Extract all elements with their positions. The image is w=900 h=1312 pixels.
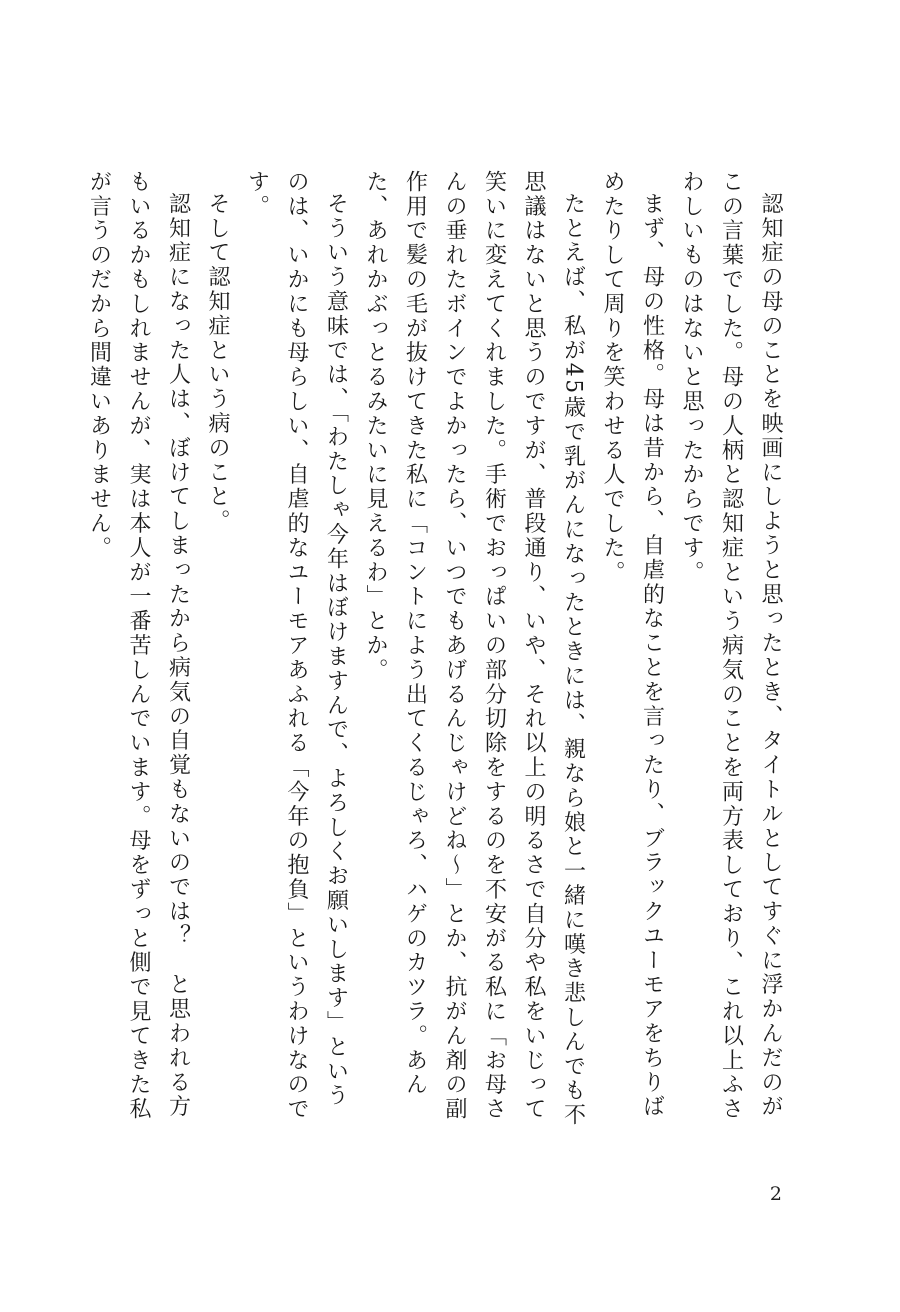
paragraph-2: まず、母の性格。母は昔から、自虐的なことを言ったり、ブラックユーモアをちりばめたりして周りを笑わせる人でした。 [600, 170, 665, 1120]
body-text [86, 170, 790, 1130]
paragraph-1: 認知症の母のことを映画にしようと思ったとき、タイトルとしてすぐに浮かんだのがこの言葉でした。母の人柄と認知症という病気のことを両方表しており、これ以上ふさわしいものはないと思ったからです。 [679, 170, 783, 1122]
paragraph-6: 認知症になった人は、ぼけてしまったから病気の自覚もないのでは？ と思われる方もいるかもしれませんが、実は本人が一番苦しんでいます。母をずっと側で見てきた私が言うのだから間違いありません。 [86, 170, 191, 1122]
paragraph-3: たとえば、私が45歳で乳がんになったときには、親なら娘と一緒に嘆き悲しんでも不思議はないと思うのですが、普段通り、いや、それ以上の明るさで自分や私をいじって笑いに変えてくれました。手術でおっぱいの部分切除をするのを不安がる私に「お母さんの垂れたボインでよかったら、いつでもあげるんじゃけどね〜」とか、抗がん剤の副作用で髪の毛が抜けてきた私に「コントによう出てくるじゃろ、ハゲのカツラ。あんた、あれかぶっとるみたいに見えるわ」とか。 [363, 170, 586, 1128]
paragraph-4: そういう意味では、「わたしゃ今年はぼけますんで、よろしくお願いします」というのは、いかにも母らしい、自虐的なユーモアあふれる「今年の抱負」というわけなのです。 [244, 170, 349, 1122]
paragraph-5: そして認知症という病のこと。 [205, 192, 230, 534]
page-number: 2 [769, 1183, 782, 1205]
